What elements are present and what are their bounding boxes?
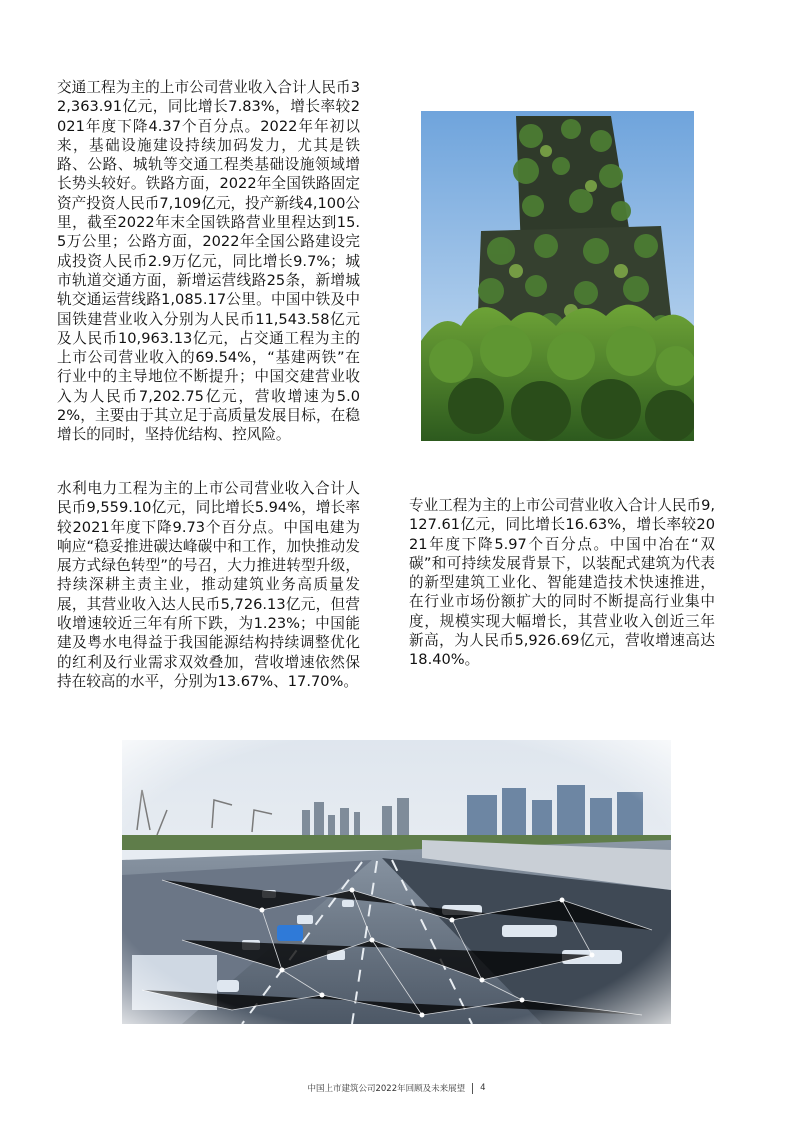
smart-highway-city-photo xyxy=(122,740,671,1024)
page-footer xyxy=(0,1082,793,1094)
paragraph-hydropower-engineering: 水利电力工程为主的上市公司营业收入合计人民币9,559.10亿元，同比增长5.94%，增长率较2021年度下降9.73个百分点。中国电建为响应“稳妥推进碳达峰碳中和工作，加快推动发展方式绿色转型”的号召，大力推进转型升级，持续深耕主责主业，推动建筑业务高质量发展，其营业收入达人民币5,726.13亿元，但营收增速较近三年有所下跌，为1.23%；中国能建及粤水电得益于我国能源结构持续调整优化的红利及行业需求双效叠加，营收增速依然保持在较高的水平，分别为13.67%、17.70%。 xyxy=(57,480,360,690)
footer-separator xyxy=(472,1083,473,1094)
page-number: 4 xyxy=(480,1083,486,1093)
paragraph-specialized-engineering: 专业工程为主的上市公司营业收入合计人民币9,127.61亿元，同比增长16.63%，增长率较2021年度下降5.97个百分点。中国中冶在“双碳”和可持续发展背景下，以装配式建筑为代表的新型建筑工业化、智能建造技术快速推进，在行业市场份额扩大的同时不断提高行业集中度，规模实现大幅增长，其营业收入创近三年新高，为人民币5,926.69亿元，营收增速高达18.40%。 xyxy=(409,497,715,669)
vertical-forest-building-photo xyxy=(421,111,694,441)
footer-report-title: 中国上市建筑公司2022年回顾及未来展望 xyxy=(307,1084,466,1094)
paragraph-transport-engineering: 交通工程为主的上市公司营业收入合计人民币32,363.91亿元，同比增长7.83%，增长率较2021年度下降4.37个百分点。2022年年初以来，基础设施建设持续加码发力，尤其是铁路、公路、城轨等交通工程类基础设施领域增长势头较好。铁路方面，2022年全国铁路固定资产投资人民币7,109亿元，投产新线4,100公里，截至2022年末全国铁路营业里程达到15.5万公里；公路方面，2022年全国公路建设完成投资人民币2.9万亿元，同比增长9.7%；城市轨道交通方面，新增运营线路25条，新增城轨交通运营线路1,085.17公里。中国中铁及中国铁建营业收入分别为人民币11,543.58亿元及人民币10,963.13亿元，占交通工程为主的上市公司营业收入的69.54%，“基建两铁”在行业中的主导地位不断提升；中国交建营业收入为人民币7,202.75亿元，营收增速为5.02%，主要由于其立足于高质量发展目标，在稳增长的同时，坚持优结构、控风险。 xyxy=(57,79,360,444)
